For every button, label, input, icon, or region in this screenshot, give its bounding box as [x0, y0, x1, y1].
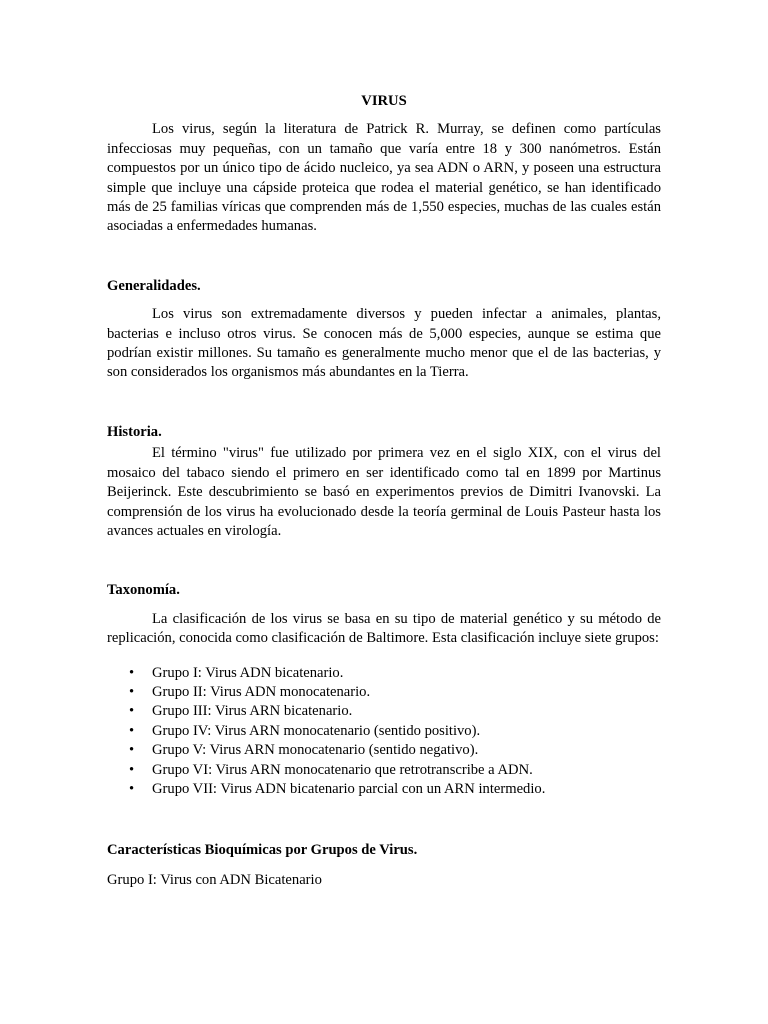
list-item-text: Grupo III: Virus ARN bicatenario. — [152, 703, 353, 720]
list-item — [107, 741, 661, 760]
heading-historia: Historia. — [107, 423, 162, 440]
bullet-icon: • — [129, 780, 135, 797]
paragraph-generalidades: Los virus son extremadamente diversos y pueden infectar a animales, plantas, bacterias e incluso otros virus. Se conocen más de 5,000 especies, aunque se estima que podrían existir millones. Su tamaño es generalmente mucho menor que el de las bacterias, y son considerados los organismos más abundantes en la Tierra. — [107, 306, 661, 381]
list-item — [107, 683, 661, 702]
heading-caracteristicas: Características Bioquímicas por Grupos de Virus. — [107, 842, 418, 859]
bullet-icon: • — [129, 742, 135, 759]
bullet-icon: • — [129, 722, 135, 739]
list-item — [107, 761, 661, 780]
document-title: VIRUS — [361, 93, 407, 109]
bullet-icon: • — [129, 761, 135, 778]
list-item-text: Grupo VI: Virus ARN monocatenario que retrotranscribe a ADN. — [152, 761, 533, 778]
paragraph-historia: El término "virus" fue utilizado por primera vez en el siglo XIX, con el virus del mosaico del tabaco siendo el primero en ser identificado como tal en 1899 por Martinus Beijerinck. Este descubrimiento se basó en experimentos previos de Dimitri Ivanovski. La comprensión de los virus ha evolucionado desde la teoría germinal de Louis Pasteur hasta los avances actuales en virología. — [107, 445, 661, 539]
subheading-grupo-i: Grupo I: Virus con ADN Bicatenario — [107, 871, 322, 888]
list-item-text: Grupo VII: Virus ADN bicatenario parcial con un ARN intermedio. — [152, 780, 546, 797]
list-item — [107, 702, 661, 721]
bullet-icon: • — [129, 703, 135, 720]
list-item — [107, 780, 661, 799]
document-page — [107, 92, 661, 890]
bullet-icon: • — [129, 683, 135, 700]
list-item-text: Grupo I: Virus ADN bicatenario. — [152, 664, 344, 681]
bullet-icon: • — [129, 664, 135, 681]
list-item-text: Grupo IV: Virus ARN monocatenario (sentido positivo). — [152, 722, 481, 739]
list-item-text: Grupo V: Virus ARN monocatenario (sentido negativo). — [152, 742, 479, 759]
paragraph-taxonomia: La clasificación de los virus se basa en su tipo de material genético y su método de replicación, conocida como clasificación de Baltimore. Esta clasificación incluye siete grupos: — [107, 610, 661, 647]
list-item-text: Grupo II: Virus ADN monocatenario. — [152, 683, 371, 700]
baltimore-groups-list — [107, 664, 661, 800]
heading-taxonomia: Taxonomía. — [107, 582, 180, 599]
intro-paragraph: Los virus, según la literatura de Patrick R. Murray, se definen como partículas infecciosas muy pequeñas, con un tamaño que varía entre 18 y 300 nanómetros. Están compuestos por un único tipo de ácido nucleico, ya sea ADN o ARN, y poseen una estructura simple que incluye una cápside proteica que rodea el material genético, se han identificado más de 25 familias víricas que comprenden más de 1,550 especies, muchas de las cuales están asociadas a enfermedades humanas. — [107, 121, 661, 235]
list-item — [107, 722, 661, 741]
list-item — [107, 664, 661, 683]
heading-generalidades: Generalidades. — [107, 277, 201, 294]
